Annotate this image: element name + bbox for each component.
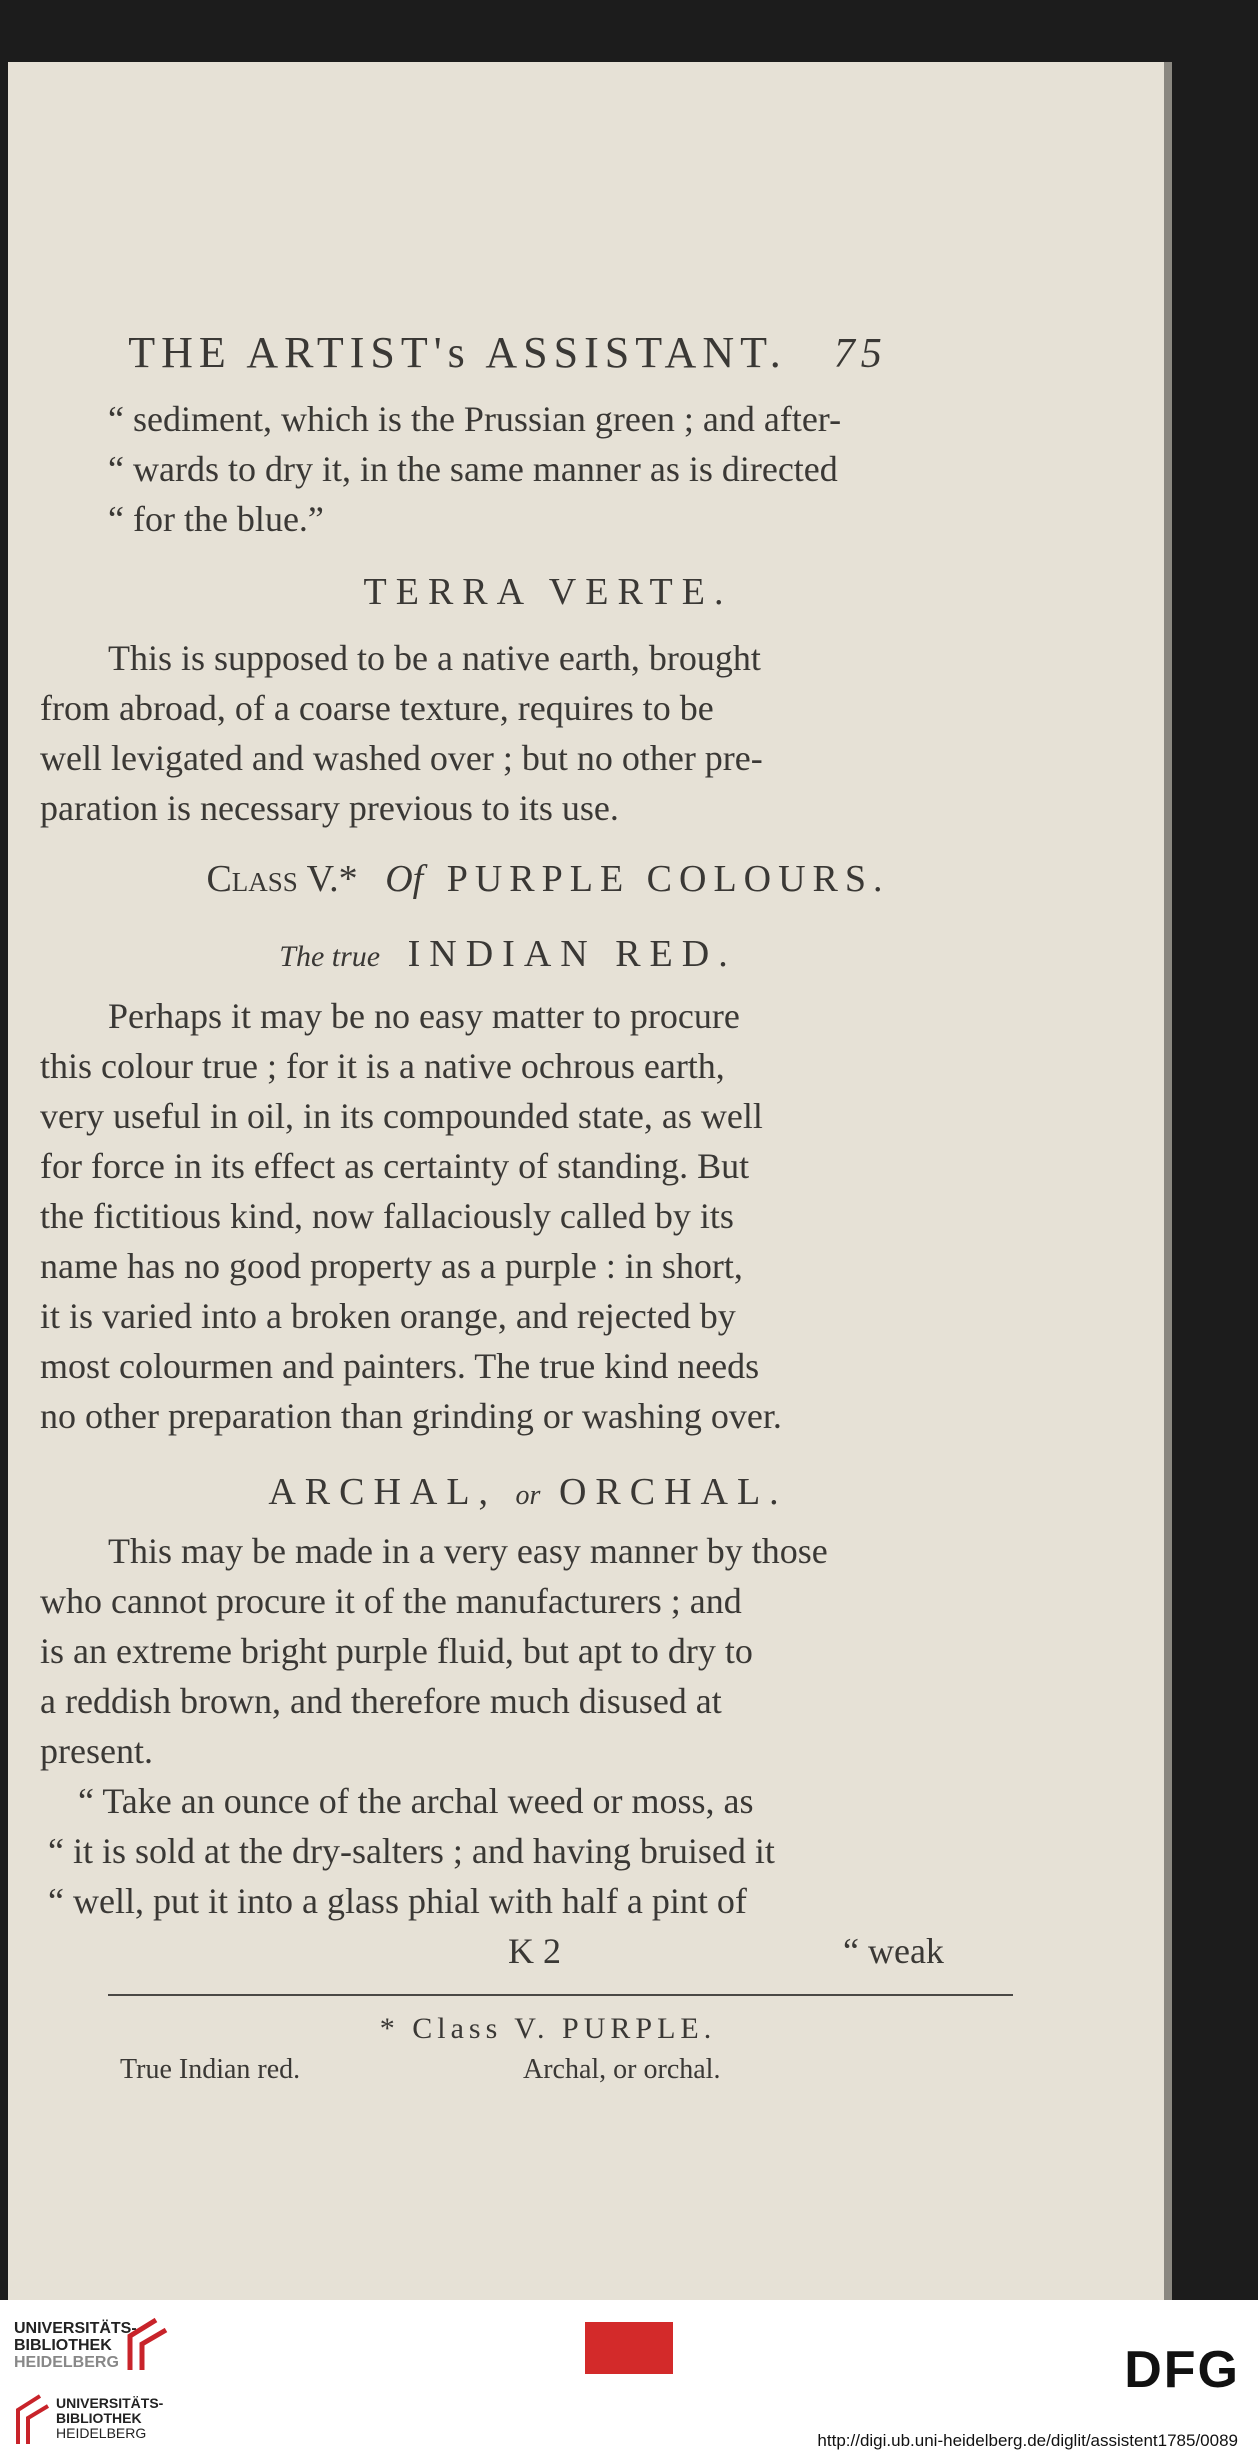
class-title: PURPLE COLOURS. <box>446 858 890 900</box>
text-line: present. <box>40 1731 153 1771</box>
archal-left: ARCHAL, <box>268 1471 498 1513</box>
book-page <box>8 62 1164 2300</box>
text-line: a reddish brown, and therefore much disused at <box>40 1681 722 1721</box>
digital-library-logo-icon <box>585 2322 673 2374</box>
dfg-logo: DFG <box>1124 2341 1240 2399</box>
footnote-heading: * Class V. PURPLE. <box>379 2012 717 2045</box>
text-line: this colour true ; for it is a native ochrous earth, <box>40 1046 725 1086</box>
text-line: is an extreme bright purple fluid, but apt to dry to <box>40 1631 753 1671</box>
archal-heading <box>28 1470 1028 1514</box>
indian-red-heading <box>8 932 1008 976</box>
class-of: Of <box>385 858 424 900</box>
text-line: “ for the blue.” <box>108 499 324 539</box>
page-edge <box>1164 62 1172 2300</box>
text-line: “ it is sold at the dry-salters ; and having bruised it <box>48 1831 775 1871</box>
footnote-rule <box>108 1994 1013 1996</box>
text-line: Perhaps it may be no easy matter to procure <box>108 996 740 1036</box>
indian-title: INDIAN RED. <box>407 933 737 975</box>
text-line: for force in its effect as certainty of standing. But <box>40 1146 750 1186</box>
footnote-left: True Indian red. <box>120 2054 301 2085</box>
library-logo-small-icon <box>12 2388 52 2446</box>
text-line: who cannot procure it of the manufacturers ; and <box>40 1581 742 1621</box>
running-head <box>8 327 1008 378</box>
text-line: no other preparation than grinding or washing over. <box>40 1396 782 1436</box>
permalink-url[interactable]: http://digi.ub.uni-heidelberg.de/diglit/assistent1785/0089 <box>817 2431 1238 2450</box>
text-line: “ Take an ounce of the archal weed or moss, as <box>78 1781 754 1821</box>
page-number: 75 <box>833 331 888 377</box>
signature-mark: K 2 <box>508 1931 561 1971</box>
text-line: very useful in oil, in its compounded state, as well <box>40 1096 763 1136</box>
text-line: This may be made in a very easy manner by those <box>108 1531 828 1571</box>
class-heading <box>48 857 1048 901</box>
indian-prefix: The true <box>279 940 381 973</box>
text-line: “ well, put it into a glass phial with half a pint of <box>48 1881 747 1921</box>
running-head-title: THE ARTIST's ASSISTANT. <box>128 328 787 377</box>
footnote-right: Archal, or orchal. <box>523 2054 721 2085</box>
text-line: “ wards to dry it, in the same manner as is directed <box>108 449 838 489</box>
text-line: the fictitious kind, now fallaciously called by its <box>40 1196 734 1236</box>
footer-bar <box>0 2300 1258 2457</box>
text-line: well levigated and washed over ; but no other pre- <box>40 738 763 778</box>
section-heading-terra-verte: TERRA VERTE. <box>363 571 733 613</box>
library-logo-icon <box>122 2314 174 2372</box>
library-name-bottom: UNIVERSITÄTS- BIBLIOTHEK HEIDELBERG <box>56 2395 164 2441</box>
archal-right: ORCHAL. <box>558 1471 788 1513</box>
catchword: “ weak <box>843 1931 944 1971</box>
library-name-top: UNIVERSITÄTS- BIBLIOTHEK HEIDELBERG <box>14 2320 137 2371</box>
class-label: Class V.* <box>206 858 358 900</box>
archal-or: or <box>515 1480 541 1511</box>
text-line: name has no good property as a purple : in short, <box>40 1246 743 1286</box>
text-line: it is varied into a broken orange, and rejected by <box>40 1296 736 1336</box>
text-line: paration is necessary previous to its use. <box>40 788 619 828</box>
text-line: from abroad, of a coarse texture, requires to be <box>40 688 714 728</box>
text-line: This is supposed to be a native earth, brought <box>108 638 761 678</box>
text-line: “ sediment, which is the Prussian green ; and after- <box>108 399 842 439</box>
text-line: most colourmen and painters. The true kind needs <box>40 1346 760 1386</box>
